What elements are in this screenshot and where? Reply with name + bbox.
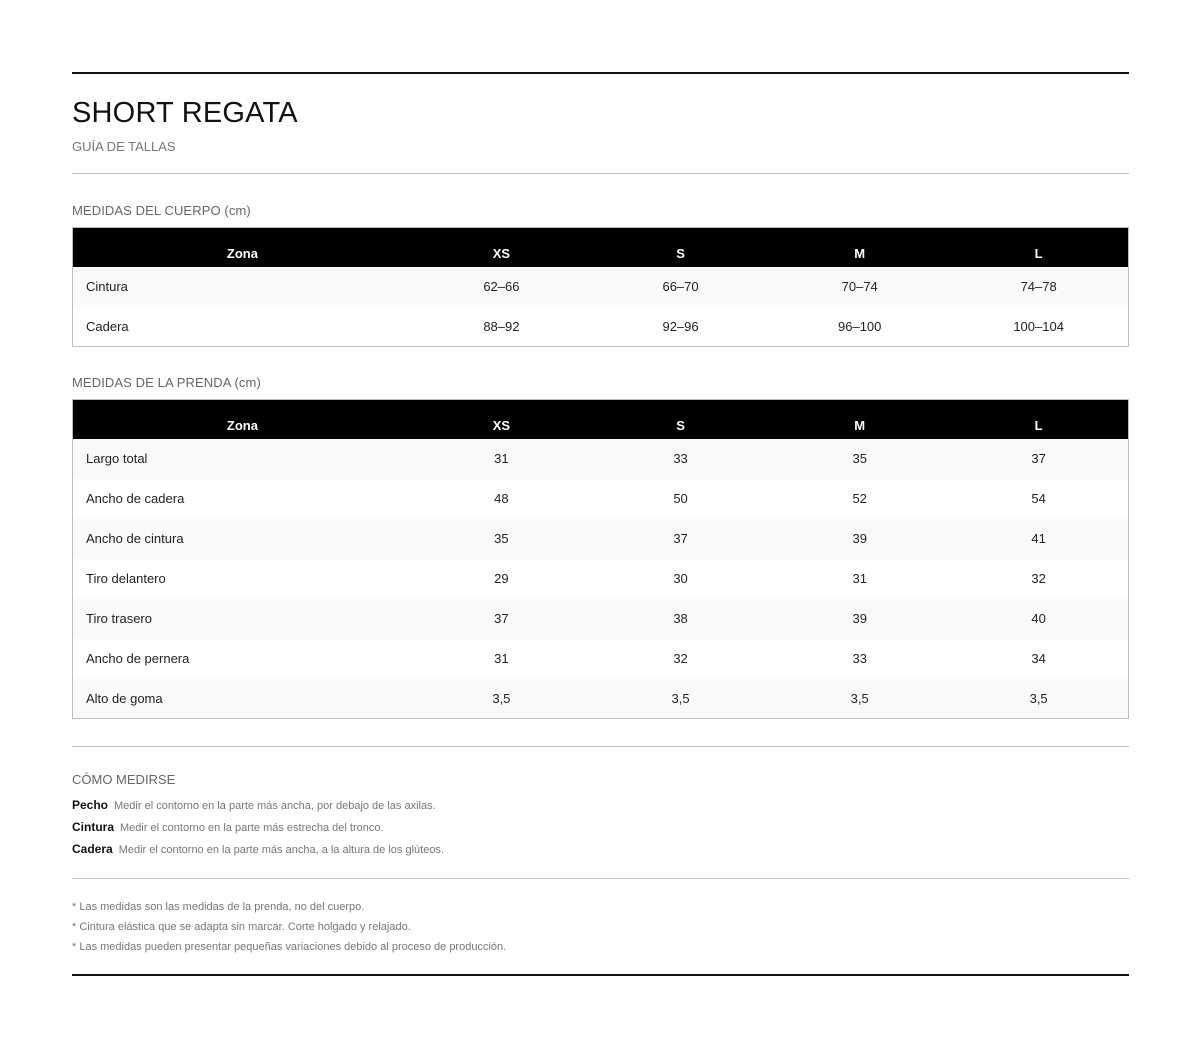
measure-term: Pecho	[72, 798, 109, 812]
size-cell: 37	[591, 519, 770, 559]
measure-description: Medir el contorno en la parte más ancha, a la altura de los glúteos.	[118, 844, 444, 856]
column-header-s: S	[591, 228, 770, 267]
notes-divider	[72, 878, 1129, 879]
footnote: * Cintura elástica que se adapta sin marcar. Corte holgado y relajado.	[72, 921, 411, 933]
body-measurements-label: MEDIDAS DEL CUERPO (cm)	[72, 203, 251, 218]
list-item	[72, 794, 1129, 816]
column-header-s: S	[591, 400, 770, 439]
how-to-measure-list	[72, 794, 1129, 860]
measure-term: Cintura	[72, 820, 114, 834]
table-row	[73, 307, 1129, 347]
table-row	[73, 599, 1129, 639]
column-header-l: L	[949, 228, 1128, 267]
size-cell: 40	[949, 599, 1128, 639]
size-cell: 39	[770, 519, 949, 559]
footnotes	[72, 897, 1129, 957]
size-cell: 38	[591, 599, 770, 639]
size-cell: 37	[949, 439, 1128, 479]
column-header-l: L	[949, 400, 1128, 439]
size-cell: 41	[949, 519, 1128, 559]
size-cell: 92–96	[591, 307, 770, 347]
zone-cell: Alto de goma	[73, 679, 412, 719]
size-cell: 34	[949, 639, 1128, 679]
zone-cell: Cintura	[73, 267, 412, 307]
how-to-measure-title: CÓMO MEDIRSE	[72, 772, 176, 787]
zone-cell: Ancho de pernera	[73, 639, 412, 679]
zone-cell: Largo total	[73, 439, 412, 479]
size-cell: 39	[770, 599, 949, 639]
column-header-zone: Zona	[73, 400, 412, 439]
size-cell: 3,5	[949, 679, 1128, 719]
footnote: * Las medidas pueden presentar pequeñas variaciones debido al proceso de producción.	[72, 941, 507, 953]
measure-description: Medir el contorno en la parte más ancha, por debajo de las axilas.	[114, 800, 436, 812]
size-cell: 62–66	[412, 267, 591, 307]
page-title: SHORT REGATA	[72, 97, 298, 129]
size-cell: 33	[591, 439, 770, 479]
column-header-zone: Zona	[73, 228, 412, 267]
size-cell: 31	[412, 639, 591, 679]
zone-cell: Ancho de cadera	[73, 479, 412, 519]
footnote: * Las medidas son las medidas de la prenda, no del cuerpo.	[72, 901, 365, 913]
size-cell: 70–74	[770, 267, 949, 307]
measure-term: Cadera	[72, 842, 113, 856]
garment-measurements-table	[72, 399, 1129, 719]
section-divider	[72, 746, 1129, 747]
zone-cell: Ancho de cintura	[73, 519, 412, 559]
bottom-rule	[72, 974, 1129, 976]
table-row	[73, 559, 1129, 599]
size-cell: 30	[591, 559, 770, 599]
size-cell: 3,5	[591, 679, 770, 719]
column-header-xs: XS	[412, 400, 591, 439]
size-cell: 35	[412, 519, 591, 559]
size-cell: 31	[412, 439, 591, 479]
table-row	[73, 639, 1129, 679]
size-cell: 50	[591, 479, 770, 519]
column-header-m: M	[770, 228, 949, 267]
size-cell: 52	[770, 479, 949, 519]
size-cell: 88–92	[412, 307, 591, 347]
list-item	[72, 816, 1129, 838]
size-cell: 32	[949, 559, 1128, 599]
size-cell: 100–104	[949, 307, 1128, 347]
size-cell: 74–78	[949, 267, 1128, 307]
garment-measurements-label: MEDIDAS DE LA PRENDA (cm)	[72, 375, 261, 390]
size-cell: 35	[770, 439, 949, 479]
column-header-xs: XS	[412, 228, 591, 267]
page-subtitle: GUÍA DE TALLAS	[72, 139, 176, 154]
size-cell: 54	[949, 479, 1128, 519]
size-cell: 3,5	[770, 679, 949, 719]
column-header-m: M	[770, 400, 949, 439]
table-row	[73, 439, 1129, 479]
list-item	[72, 838, 1129, 860]
table-header-row	[73, 400, 1129, 439]
size-guide-page	[72, 72, 1129, 976]
table-row	[73, 679, 1129, 719]
body-measurements-table	[72, 227, 1129, 347]
zone-cell: Cadera	[73, 307, 412, 347]
size-cell: 3,5	[412, 679, 591, 719]
size-cell: 96–100	[770, 307, 949, 347]
size-cell: 33	[770, 639, 949, 679]
table-row	[73, 519, 1129, 559]
table-row	[73, 267, 1129, 307]
size-cell: 31	[770, 559, 949, 599]
table-row	[73, 479, 1129, 519]
size-cell: 48	[412, 479, 591, 519]
size-cell: 37	[412, 599, 591, 639]
zone-cell: Tiro delantero	[73, 559, 412, 599]
header-divider	[72, 173, 1129, 174]
table-header-row	[73, 228, 1129, 267]
measure-description: Medir el contorno en la parte más estrecha del tronco.	[120, 822, 384, 834]
size-cell: 29	[412, 559, 591, 599]
size-cell: 32	[591, 639, 770, 679]
size-cell: 66–70	[591, 267, 770, 307]
top-rule	[72, 72, 1129, 74]
zone-cell: Tiro trasero	[73, 599, 412, 639]
